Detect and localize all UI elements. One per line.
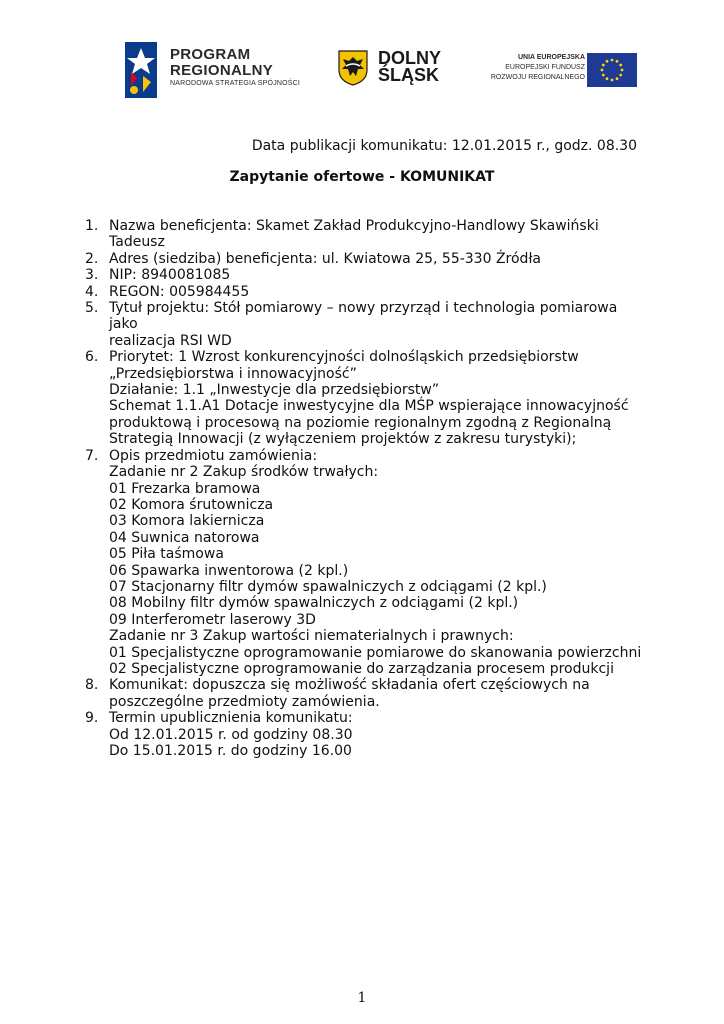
eu-logo-line2: EUROPEJSKI FUNDUSZ (505, 64, 585, 71)
list-item-line: Tytuł projektu: Stół pomiarowy – nowy przyrząd i technologia pomiarowa jako (109, 300, 618, 333)
numbered-list (85, 218, 645, 759)
list-item-line: 05 Piła taśmowa (109, 546, 224, 563)
list-item-number: 2. (85, 250, 99, 267)
list-item-line: 02 Komora śrutownicza (109, 496, 274, 513)
list-item (85, 710, 645, 759)
list-item (85, 349, 645, 447)
list-item-line: 01 Specjalistyczne oprogramowanie pomiarowe do skanowania powierzchni (109, 644, 642, 661)
list-item-line: Komunikat: dopuszcza się możliwość składania ofert częściowych na (109, 677, 590, 694)
list-item-line: Zadanie nr 2 Zakup środków trwałych: (109, 464, 379, 481)
program-regionalny-star-icon (125, 42, 157, 98)
dolny-slask-line1: DOLNY (378, 48, 441, 68)
list-item-line: Działanie: 1.1 „Inwestycje dla przedsiębiorstw” (109, 382, 440, 399)
program-regionalny-logo (125, 42, 315, 98)
list-item-number: 5. (85, 300, 99, 317)
document-title: Zapytanie ofertowe - KOMUNIKAT (229, 169, 495, 185)
list-item-line: realizacja RSI WD (109, 332, 232, 349)
list-item-line: Strategią Innowacji (z wyłączeniem projektów z zakresu turystyki); (109, 431, 577, 448)
list-item-number: 9. (85, 710, 99, 727)
list-item-number: 6. (85, 349, 99, 366)
list-item-line: 09 Interferometr laserowy 3D (109, 611, 316, 628)
list-item (85, 218, 645, 251)
eagle-crest-icon (338, 50, 368, 86)
page-number: 1 (357, 990, 367, 1006)
list-item (85, 448, 645, 678)
logo-header (0, 40, 724, 100)
list-item (85, 300, 645, 349)
list-item-line: Adres (siedziba) beneficjenta: ul. Kwiatowa 25, 55-330 Źródła (109, 250, 541, 267)
list-item-line: 06 Spawarka inwentorowa (2 kpl.) (109, 562, 349, 579)
list-item-line: produktową i procesową na poziomie regionalnym zgodną z Regionalną (109, 414, 612, 431)
dolny-slask-logo (338, 50, 458, 92)
publication-date: Data publikacji komunikatu: 12.01.2015 r., godz. 08.30 (251, 138, 637, 154)
list-item-number: 1. (85, 218, 99, 234)
list-item-number: 4. (85, 283, 99, 300)
list-item-line: Od 12.01.2015 r. od godziny 08.30 (109, 726, 353, 743)
list-item (85, 677, 645, 710)
list-item (85, 251, 645, 267)
list-item-line: 01 Frezarka bramowa (109, 480, 261, 497)
list-item (85, 284, 645, 300)
list-item-number: 7. (85, 447, 99, 464)
list-item-line: Priorytet: 1 Wzrost konkurencyjności dolnośląskich przedsiębiorstw (109, 349, 579, 366)
eu-logo (480, 52, 640, 92)
program-logo-line3: NARODOWA STRATEGIA SPÓJNOŚCI (170, 80, 301, 87)
list-item-line: Nazwa beneficjenta: Skamet Zakład Produkcyjno-Handlowy Skawiński (109, 218, 599, 234)
list-item-line: poszczególne przedmioty zamówienia. (109, 693, 380, 710)
eu-logo-line1: UNIA EUROPEJSKA (517, 54, 585, 61)
eu-flag-icon (587, 53, 637, 87)
list-item-number: 8. (85, 677, 99, 694)
list-item-line: REGON: 005984455 (109, 283, 250, 300)
list-item-line: Tadeusz (109, 234, 165, 251)
list-item-line: Opis przedmiotu zamówienia: (109, 447, 318, 464)
list-item-line: Schemat 1.1.A1 Dotacje inwestycyjne dla MŚP wspierające innowacyjność (109, 398, 629, 415)
program-logo-line1: PROGRAM (170, 46, 251, 63)
list-item-line: Termin upublicznienia komunikatu: (109, 710, 353, 727)
list-item-line: 07 Stacjonarny filtr dymów spawalniczych z odciągami (2 kpl.) (109, 578, 547, 595)
list-item-line: NIP: 8940081085 (109, 267, 231, 284)
list-item-line: Zadanie nr 3 Zakup wartości niematerialnych i prawnych: (109, 628, 514, 645)
list-item-line: 03 Komora lakiernicza (109, 513, 265, 530)
eu-logo-line3: ROZWOJU REGIONALNEGO (490, 74, 585, 81)
list-item-number: 3. (85, 267, 99, 284)
list-item-line: 02 Specjalistyczne oprogramowanie do zarządzania procesem produkcji (109, 660, 614, 677)
list-item-line: „Przedsiębiorstwa i innowacyjność” (109, 365, 357, 382)
list-item-line: 08 Mobilny filtr dymów spawalniczych z odciągami (2 kpl.) (109, 595, 519, 612)
list-item-line: 04 Suwnica natorowa (109, 529, 260, 546)
list-item (85, 267, 645, 283)
program-logo-line2: REGIONALNY (170, 62, 274, 79)
dolny-slask-line2: ŚLĄSK (378, 65, 440, 85)
list-item-line: Do 15.01.2015 r. do godziny 16.00 (109, 743, 352, 759)
